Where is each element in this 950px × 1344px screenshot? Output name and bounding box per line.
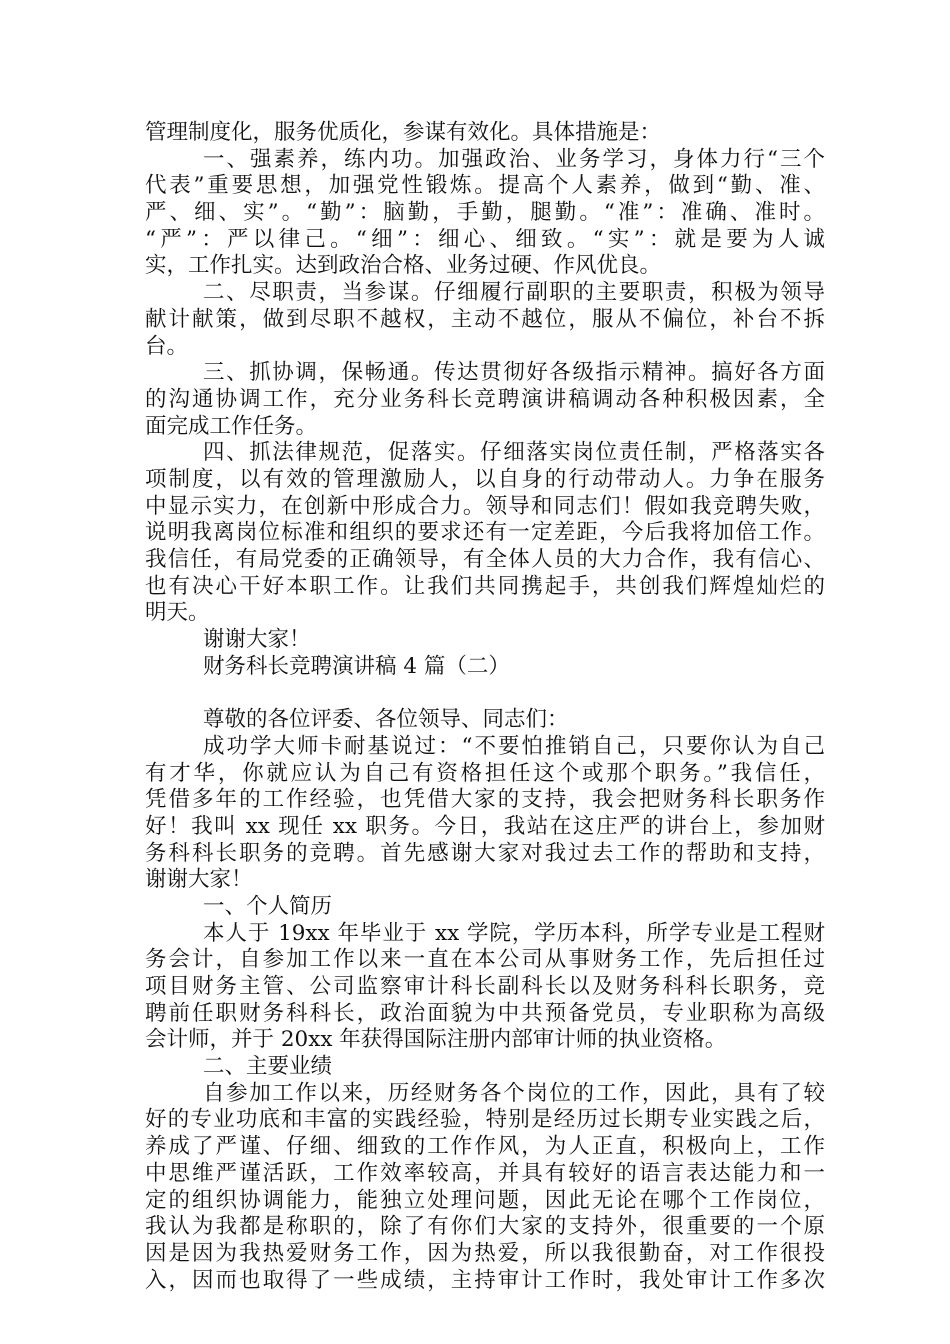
text-line: 入，因而也取得了一些成绩，主持审计工作时，我处审计工作多次	[145, 1267, 825, 1293]
text-line: 尊敬的各位评委、各位领导、同志们：	[203, 707, 569, 733]
text-line: 中显示实力，在创新中形成合力。领导和同志们！假如我竞聘失败，	[145, 493, 825, 519]
text-line: 的沟通协调工作，充分业务科长竞聘演讲稿调动各种积极因素，全	[145, 386, 825, 412]
text-line: 会计师，并于 20xx 年获得国际注册内部审计师的执业资格。	[145, 1027, 727, 1053]
text-line: 献计献策，做到尽职不越权，主动不越位，服从不偏位，补台不拆	[145, 306, 825, 332]
text-line: 自参加工作以来，历经财务各个岗位的工作，因此，具有了较	[203, 1080, 825, 1106]
text-line: 务会计，自参加工作以来一直在本公司从事财务工作，先后担任过	[145, 947, 825, 973]
text-line: 实，工作扎实。达到政治合格、业务过硬、作风优良。	[145, 253, 662, 279]
text-line: 二、主要业绩	[203, 1054, 333, 1080]
text-line: 中思维严谨活跃，工作效率较高，并具有较好的语言表达能力和一	[145, 1160, 825, 1186]
text-line: 我认为我都是称职的，除了有你们大家的支持外，很重要的一个原	[145, 1214, 825, 1240]
text-line: 也有决心干好本职工作。让我们共同携起手，共创我们辉煌灿烂的	[145, 573, 825, 599]
text-line: 项制度，以有效的管理激励人，以自身的行动带动人。力争在服务	[145, 466, 825, 492]
text-line: 我信任，有局党委的正确领导，有全体人员的大力合作，我有信心、	[145, 547, 825, 572]
text-line: 财务科长竞聘演讲稿 4 篇（二）	[203, 653, 510, 679]
text-line: 聘前任职财务科科长，政治面貌为中共预备党员，专业职称为高级	[145, 1000, 825, 1026]
text-line: 务科科长职务的竞聘。首先感谢大家对我过去工作的帮助和支持，	[145, 840, 825, 866]
text-line: “严”：严以律己。“细”：细心、细致。“实”：就是要为人诚	[145, 226, 825, 252]
text-line: 好！我叫 xx 现任 xx 职务。今日，我站在这庄严的讲台上，参加财	[145, 813, 825, 839]
text-line: 严、细、实”。“勤”：脑勤，手勤，腿勤。“准”：准确、准时。	[145, 200, 825, 226]
text-line: 明天。	[145, 600, 210, 626]
text-line: 谢谢大家！	[203, 627, 311, 653]
text-line: 四、抓法律规范，促落实。仔细落实岗位责任制，严格落实各	[203, 440, 825, 466]
text-line: 台。	[145, 333, 189, 359]
text-line: 代表”重要思想，加强党性锻炼。提高个人素养，做到“勤、准、	[145, 173, 825, 199]
text-line: 二、尽职责，当参谋。仔细履行副职的主要职责，积极为领导	[203, 280, 825, 306]
blank-line	[145, 680, 825, 707]
text-line: 养成了严谨、仔细、细致的工作作风，为人正直，积极向上，工作	[145, 1134, 825, 1160]
text-line: 三、抓协调，保畅通。传达贯彻好各级指示精神。搞好各方面	[203, 360, 825, 386]
text-line: 凭借多年的工作经验，也凭借大家的支持，我会把财务科长职务作	[145, 787, 825, 813]
document-page	[145, 120, 825, 1294]
text-line: 说明我离岗位标准和组织的要求还有一定差距，今后我将加倍工作。	[145, 520, 825, 546]
text-line: 管理制度化，服务优质化，参谋有效化。具体措施是：	[145, 120, 662, 145]
text-line: 成功学大师卡耐基说过：“不要怕推销自己，只要你认为自己	[203, 733, 825, 759]
text-line: 项目财务主管、公司监察审计科长副科长以及财务科科长职务，竞	[145, 974, 825, 999]
text-line: 本人于 19xx 年毕业于 xx 学院，学历本科，所学专业是工程财	[203, 920, 825, 946]
text-line: 因是因为我热爱财务工作，因为热爱，所以我很勤奋，对工作很投	[145, 1240, 825, 1266]
text-line: 定的组织协调能力，能独立处理问题，因此无论在哪个工作岗位，	[145, 1187, 825, 1213]
text-line: 好的专业功底和丰富的实践经验，特别是经历过长期专业实践之后，	[145, 1107, 825, 1133]
text-line: 面完成工作任务。	[145, 413, 318, 439]
text-line: 一、个人简历	[203, 893, 333, 919]
text-line: 有才华，你就应认为自己有资格担任这个或那个职务。”我信任，	[145, 760, 825, 786]
text-line: 一、强素养，练内功。加强政治、业务学习，身体力行“三个	[203, 146, 825, 172]
text-line: 谢谢大家！	[145, 867, 253, 893]
